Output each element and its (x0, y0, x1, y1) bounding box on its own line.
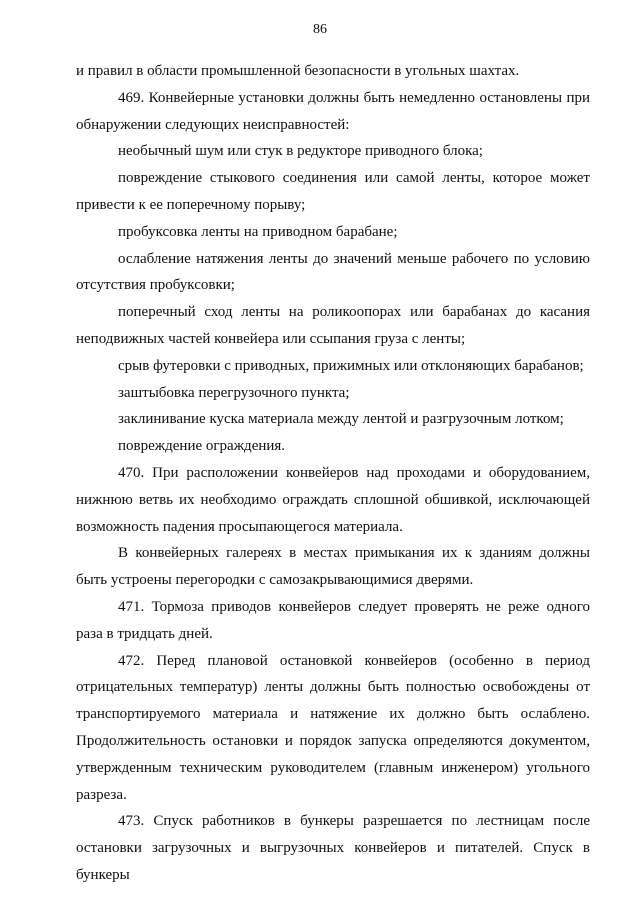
list-item: пробуксовка ленты на приводном барабане; (118, 223, 398, 240)
paragraph-470: 470. При расположении конвейеров над проходами и оборудованием, нижнюю ветвь их необходимо ограждать сплошной обшивкой, исключающей возможность падения просыпающегося материала. (76, 464, 590, 535)
list-item: срыв футеровки с приводных, прижимных или отклоняющих барабанов; (118, 357, 584, 374)
list-item: заштыбовка перегрузочного пункта; (118, 384, 350, 401)
paragraph-469: 469. Конвейерные установки должны быть немедленно остановлены при обнаружении следующих неисправностей: (76, 89, 590, 133)
list-item: ослабление натяжения ленты до значений меньше рабочего по условию отсутствия пробуксовки; (76, 250, 590, 294)
paragraph-472: 472. Перед плановой остановкой конвейеров (особенно в период отрицательных температур) ленты должны быть полностью освобождены от транспортируемого материала и натяжение их должно быть ослаблено. Продолжительность остановки и порядок запуска определяются документом, утвержденным техническим руководителем (главным инженером) угольного разреза. (76, 652, 590, 803)
paragraph-471: 471. Тормоза приводов конвейеров следует проверять не реже одного раза в тридцать дней. (76, 598, 590, 642)
paragraph-470-continued: В конвейерных галереях в местах примыкания их к зданиям должны быть устроены перегородки с самозакрывающимися дверями. (76, 545, 590, 589)
list-item: заклинивание куска материала между лентой и разгрузочным лотком; (118, 411, 564, 428)
list-item: повреждение стыкового соединения или самой ленты, которое может привести к ее поперечному порыву; (76, 170, 590, 213)
list-item: повреждение ограждения. (118, 438, 286, 455)
document-body (76, 58, 590, 889)
paragraph-continuation: и правил в области промышленной безопасности в угольных шахтах. (76, 63, 520, 79)
list-item: поперечный сход ленты на роликоопорах или барабанах до касания неподвижных частей конвейера или ссыпания груза с ленты; (76, 304, 590, 347)
list-item: необычный шум или стук в редукторе приводного блока; (118, 143, 483, 160)
page-number: 86 (313, 22, 327, 37)
paragraph-473: 473. Спуск работников в бункеры разрешается по лестницам после остановки загрузочных и выгрузочных конвейеров и питателей. Спуск в бункеры (76, 813, 590, 883)
